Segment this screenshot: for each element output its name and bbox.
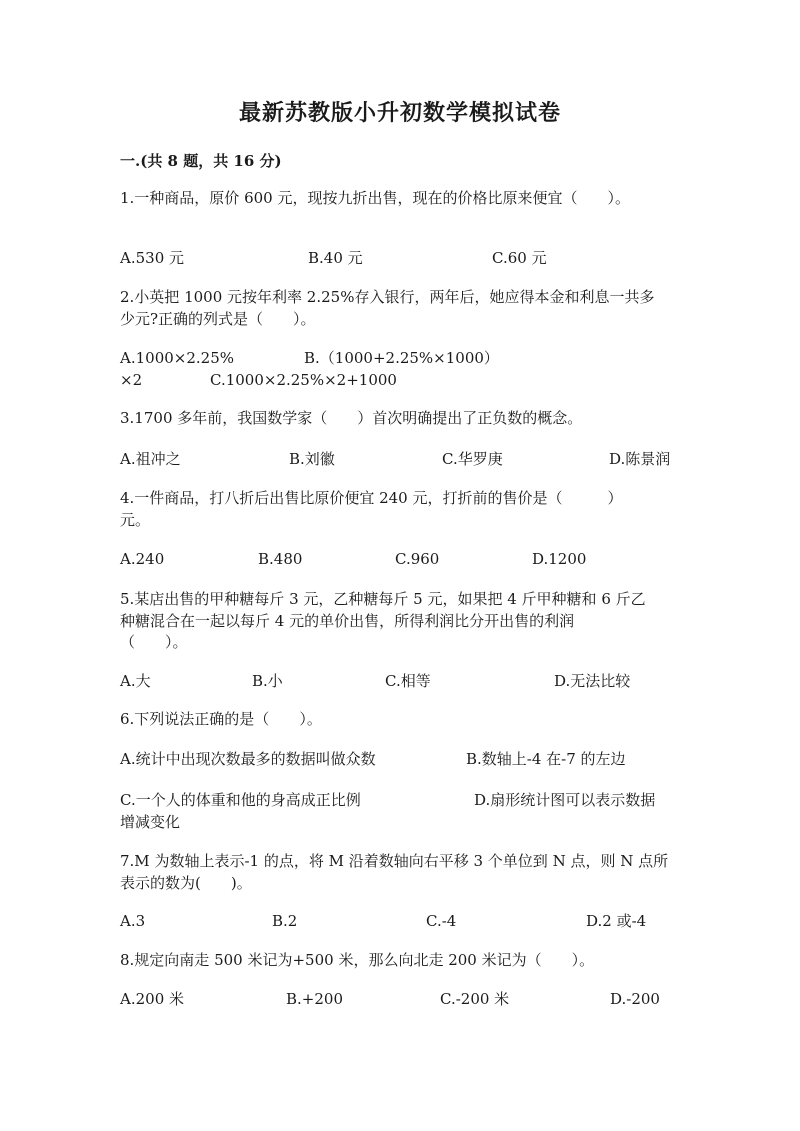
question-2-option-a[interactable]: A.1000×2.25% <box>120 349 234 367</box>
question-6-option-d[interactable]: D.扇形统计图可以表示数据 <box>474 791 656 809</box>
question-1-option-a[interactable]: A.530 元 <box>120 249 184 267</box>
question-6-option-c[interactable]: C.一个人的体重和他的身高成正比例 <box>120 791 361 809</box>
question-2-option-c[interactable]: C.1000×2.25%×2+1000 <box>210 371 397 389</box>
question-5-text: 5.某店出售的甲种糖每斤 3 元，乙种糖每斤 5 元，如果把 4 斤甲种糖和 6 斤乙 <box>120 590 646 608</box>
question-3-option-a[interactable]: A.祖冲之 <box>120 450 181 468</box>
question-4-option-c[interactable]: C.960 <box>395 550 440 568</box>
question-5-option-c[interactable]: C.相等 <box>385 672 431 690</box>
question-3-option-b[interactable]: B.刘徽 <box>289 450 335 468</box>
question-1-option-b[interactable]: B.40 元 <box>308 249 363 267</box>
question-6-option-d-cont: 增减变化 <box>120 813 181 831</box>
question-6-option-a[interactable]: A.统计中出现次数最多的数据叫做众数 <box>120 750 376 768</box>
question-8-option-d[interactable]: D.-200 <box>610 990 660 1008</box>
question-2-option-b-cont: ×2 <box>120 371 143 389</box>
question-7-option-c[interactable]: C.-4 <box>426 912 457 930</box>
question-8-text: 8.规定向南走 500 米记为+500 米，那么向北走 200 米记为（ ）。 <box>120 951 595 969</box>
question-8-option-b[interactable]: B.+200 <box>286 990 343 1008</box>
question-6-option-b[interactable]: B.数轴上-4 在-7 的左边 <box>466 750 626 768</box>
section-heading: 一.(共 8 题，共 16 分) <box>120 152 282 170</box>
question-4-option-d[interactable]: D.1200 <box>532 550 587 568</box>
question-3-text: 3.1700 多年前，我国数学家（ ）首次明确提出了正负数的概念。 <box>120 409 583 427</box>
question-7-text: 7.M 为数轴上表示-1 的点，将 M 沿着数轴向右平移 3 个单位到 N 点，则 N 点所 <box>120 852 669 870</box>
question-5-option-b[interactable]: B.小 <box>252 672 283 690</box>
question-5-text-cont: 种糖混合在一起以每斤 4 元的单价出售，所得利润比分开出售的利润 <box>120 612 575 630</box>
question-2-text-cont: 少元?正确的列式是（ ）。 <box>120 310 316 328</box>
question-8-option-c[interactable]: C.-200 米 <box>440 990 510 1008</box>
question-5-option-a[interactable]: A.大 <box>120 672 151 690</box>
question-7-option-a[interactable]: A.3 <box>120 912 146 930</box>
question-2-option-b[interactable]: B.（1000+2.25%×1000） <box>304 349 499 367</box>
question-4-option-b[interactable]: B.480 <box>258 550 303 568</box>
page-title: 最新苏教版小升初数学模拟试卷 <box>238 100 561 126</box>
question-1-option-c[interactable]: C.60 元 <box>492 249 547 267</box>
question-5-text-cont-2: （ ）。 <box>120 633 188 651</box>
question-2-text: 2.小英把 1000 元按年利率 2.25%存入银行，两年后，她应得本金和利息一共多 <box>120 288 655 306</box>
question-7-option-d[interactable]: D.2 或-4 <box>586 912 647 930</box>
question-4-text-cont: 元。 <box>120 511 151 529</box>
question-4-option-a[interactable]: A.240 <box>120 550 165 568</box>
question-5-option-d[interactable]: D.无法比较 <box>554 672 631 690</box>
question-8-option-a[interactable]: A.200 米 <box>120 990 184 1008</box>
question-4-text: 4.一件商品，打八折后出售比原价便宜 240 元，打折前的售价是（ ） <box>120 489 623 507</box>
question-6-text: 6.下列说法正确的是（ ）。 <box>120 710 322 728</box>
question-7-option-b[interactable]: B.2 <box>272 912 298 930</box>
question-3-option-c[interactable]: C.华罗庚 <box>442 450 503 468</box>
question-1-text: 1.一种商品，原价 600 元，现按九折出售，现在的价格比原来便宜（ ）。 <box>120 189 630 207</box>
question-3-option-d[interactable]: D.陈景润 <box>609 450 671 468</box>
question-7-text-cont: 表示的数为( )。 <box>120 874 252 892</box>
